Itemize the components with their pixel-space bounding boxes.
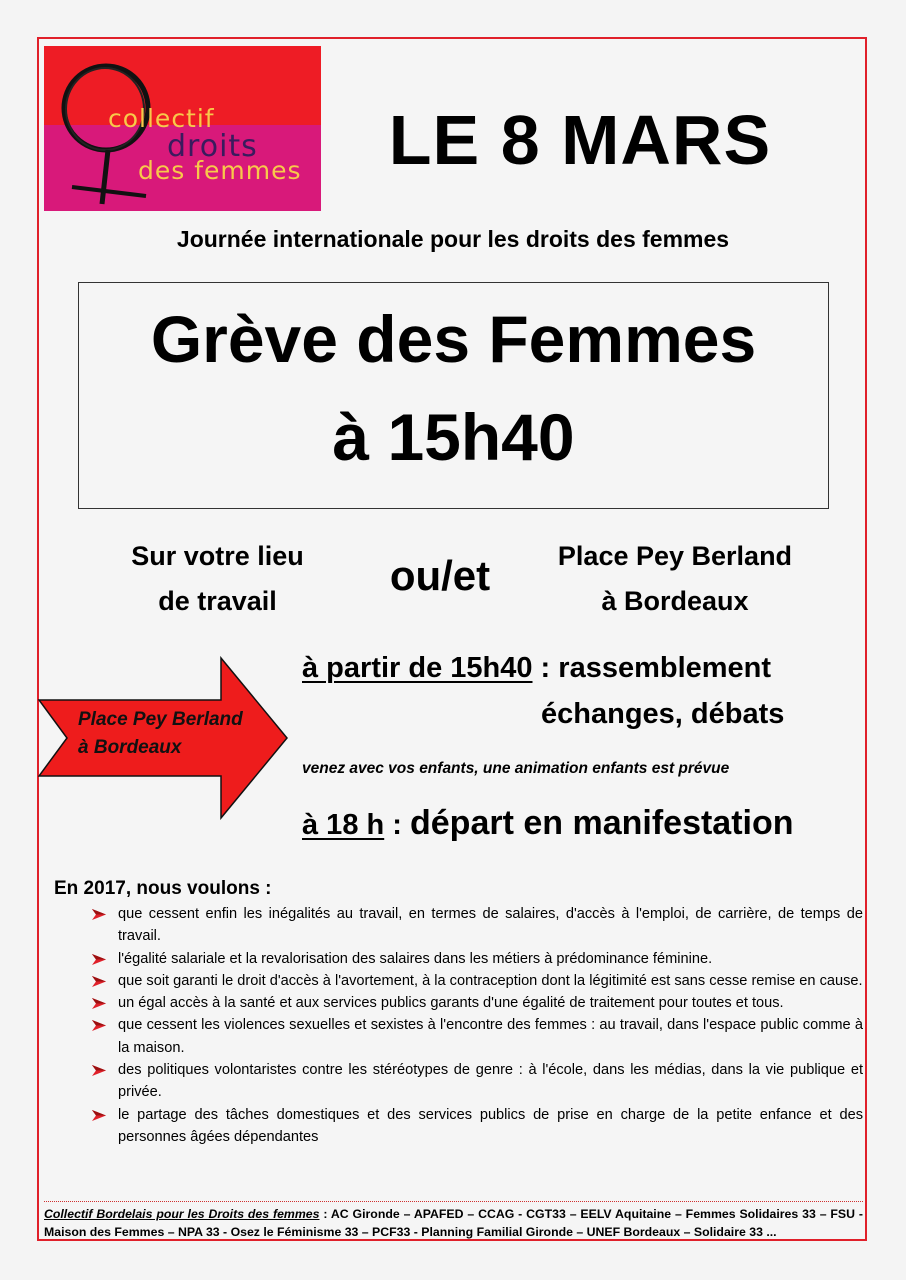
footer-divider bbox=[44, 1201, 863, 1202]
demands-title: En 2017, nous voulons : bbox=[54, 878, 272, 899]
collectif-logo bbox=[44, 46, 321, 211]
demand-text: que soit garanti le droit d'accès à l'avortement, à la contraception dont la légitimité est sans cesse remise en cause. bbox=[118, 972, 863, 989]
schedule-text-march: départ en manifestation bbox=[410, 804, 794, 842]
children-note: venez avec vos enfants, une animation enfants est prévue bbox=[302, 760, 730, 777]
schedule-separator: : bbox=[532, 652, 559, 684]
strike-headline: Grève des Femmes bbox=[150, 302, 757, 376]
arrowhead-bullet-icon bbox=[92, 909, 106, 920]
arrowhead-bullet-icon bbox=[92, 976, 106, 987]
demands-list bbox=[90, 903, 863, 1148]
list-item bbox=[90, 970, 863, 992]
location-connector: ou/et bbox=[389, 552, 491, 599]
schedule-time-gathering: à partir de 15h40 bbox=[302, 652, 533, 684]
arrowhead-bullet-icon bbox=[92, 1020, 106, 1031]
schedule-separator: : bbox=[384, 809, 410, 841]
location-workplace bbox=[100, 534, 335, 624]
date-title: LE 8 MARS bbox=[388, 101, 772, 179]
arrow-label-line1: Place Pey Berland bbox=[78, 709, 243, 730]
arrow-label bbox=[78, 706, 243, 762]
demand-text: des politiques volontaristes contre les stéréotypes de genre : à l'école, dans les médias, dans la vie publique et privée. bbox=[118, 1062, 863, 1101]
arrowhead-bullet-icon bbox=[92, 954, 106, 965]
footer-collective-name: Collectif Bordelais pour les Droits des femmes bbox=[44, 1207, 320, 1221]
list-item bbox=[90, 948, 863, 970]
arrowhead-bullet-icon bbox=[92, 1065, 106, 1076]
list-item bbox=[90, 1014, 863, 1059]
arrowhead-bullet-icon bbox=[92, 1110, 106, 1121]
strike-headline-box bbox=[78, 282, 829, 509]
demand-text: que cessent les violences sexuelles et sexistes à l'encontre des femmes : au travail, dans l'espace public comme à la maison. bbox=[118, 1017, 863, 1056]
schedule-item-march bbox=[302, 804, 794, 843]
demand-text: un égal accès à la santé et aux services publics garants d'une égalité de traitement pour toutes et tous. bbox=[118, 995, 784, 1012]
logo-text-collectif: collectif bbox=[108, 104, 215, 133]
footer-organizations bbox=[44, 1205, 863, 1241]
logo-text-droits: droits bbox=[167, 129, 258, 164]
list-item bbox=[90, 1104, 863, 1149]
demand-text: l'égalité salariale et la revalorisation des salaires dans les métiers à prédominance féminine. bbox=[118, 950, 713, 967]
demand-text: que cessent enfin les inégalités au travail, en termes de salaires, d'accès à l'emploi, de carrière, de temps de travail. bbox=[118, 906, 863, 945]
logo-text-des-femmes: des femmes bbox=[138, 156, 302, 185]
location-place bbox=[525, 534, 825, 624]
location-workplace-line2: de travail bbox=[158, 586, 277, 616]
schedule-time-march: à 18 h bbox=[302, 809, 385, 841]
location-place-line1: Place Pey Berland bbox=[557, 541, 793, 571]
list-item bbox=[90, 1059, 863, 1104]
location-place-line2: à Bordeaux bbox=[601, 586, 749, 616]
footer-member-list: : AC Gironde – APAFED – CCAG - CGT33 – EELV Aquitaine – Femmes Solidaires 33 – FSU - Maison des Femmes – NPA 33 - Osez le Féminisme 33 – PCF33 - Planning Familial Gironde – UNEF Bordeaux – Solidaire 33 ... bbox=[44, 1207, 863, 1239]
list-item bbox=[90, 992, 863, 1014]
arrowhead-bullet-icon bbox=[92, 998, 106, 1009]
schedule-text-gathering: rassemblement bbox=[558, 652, 772, 684]
demand-text: le partage des tâches domestiques et des services publics de prise en charge de la petite enfance et des personnes âgées dépendantes bbox=[118, 1106, 863, 1145]
strike-time: à 15h40 bbox=[332, 400, 575, 474]
schedule-item-gathering bbox=[302, 652, 771, 685]
event-subtitle: Journée internationale pour les droits des femmes bbox=[176, 226, 730, 252]
location-workplace-line1: Sur votre lieu bbox=[131, 541, 304, 571]
arrow-label-line2: à Bordeaux bbox=[78, 737, 182, 758]
schedule-text-exchanges: échanges, débats bbox=[541, 698, 785, 730]
list-item bbox=[90, 903, 863, 948]
